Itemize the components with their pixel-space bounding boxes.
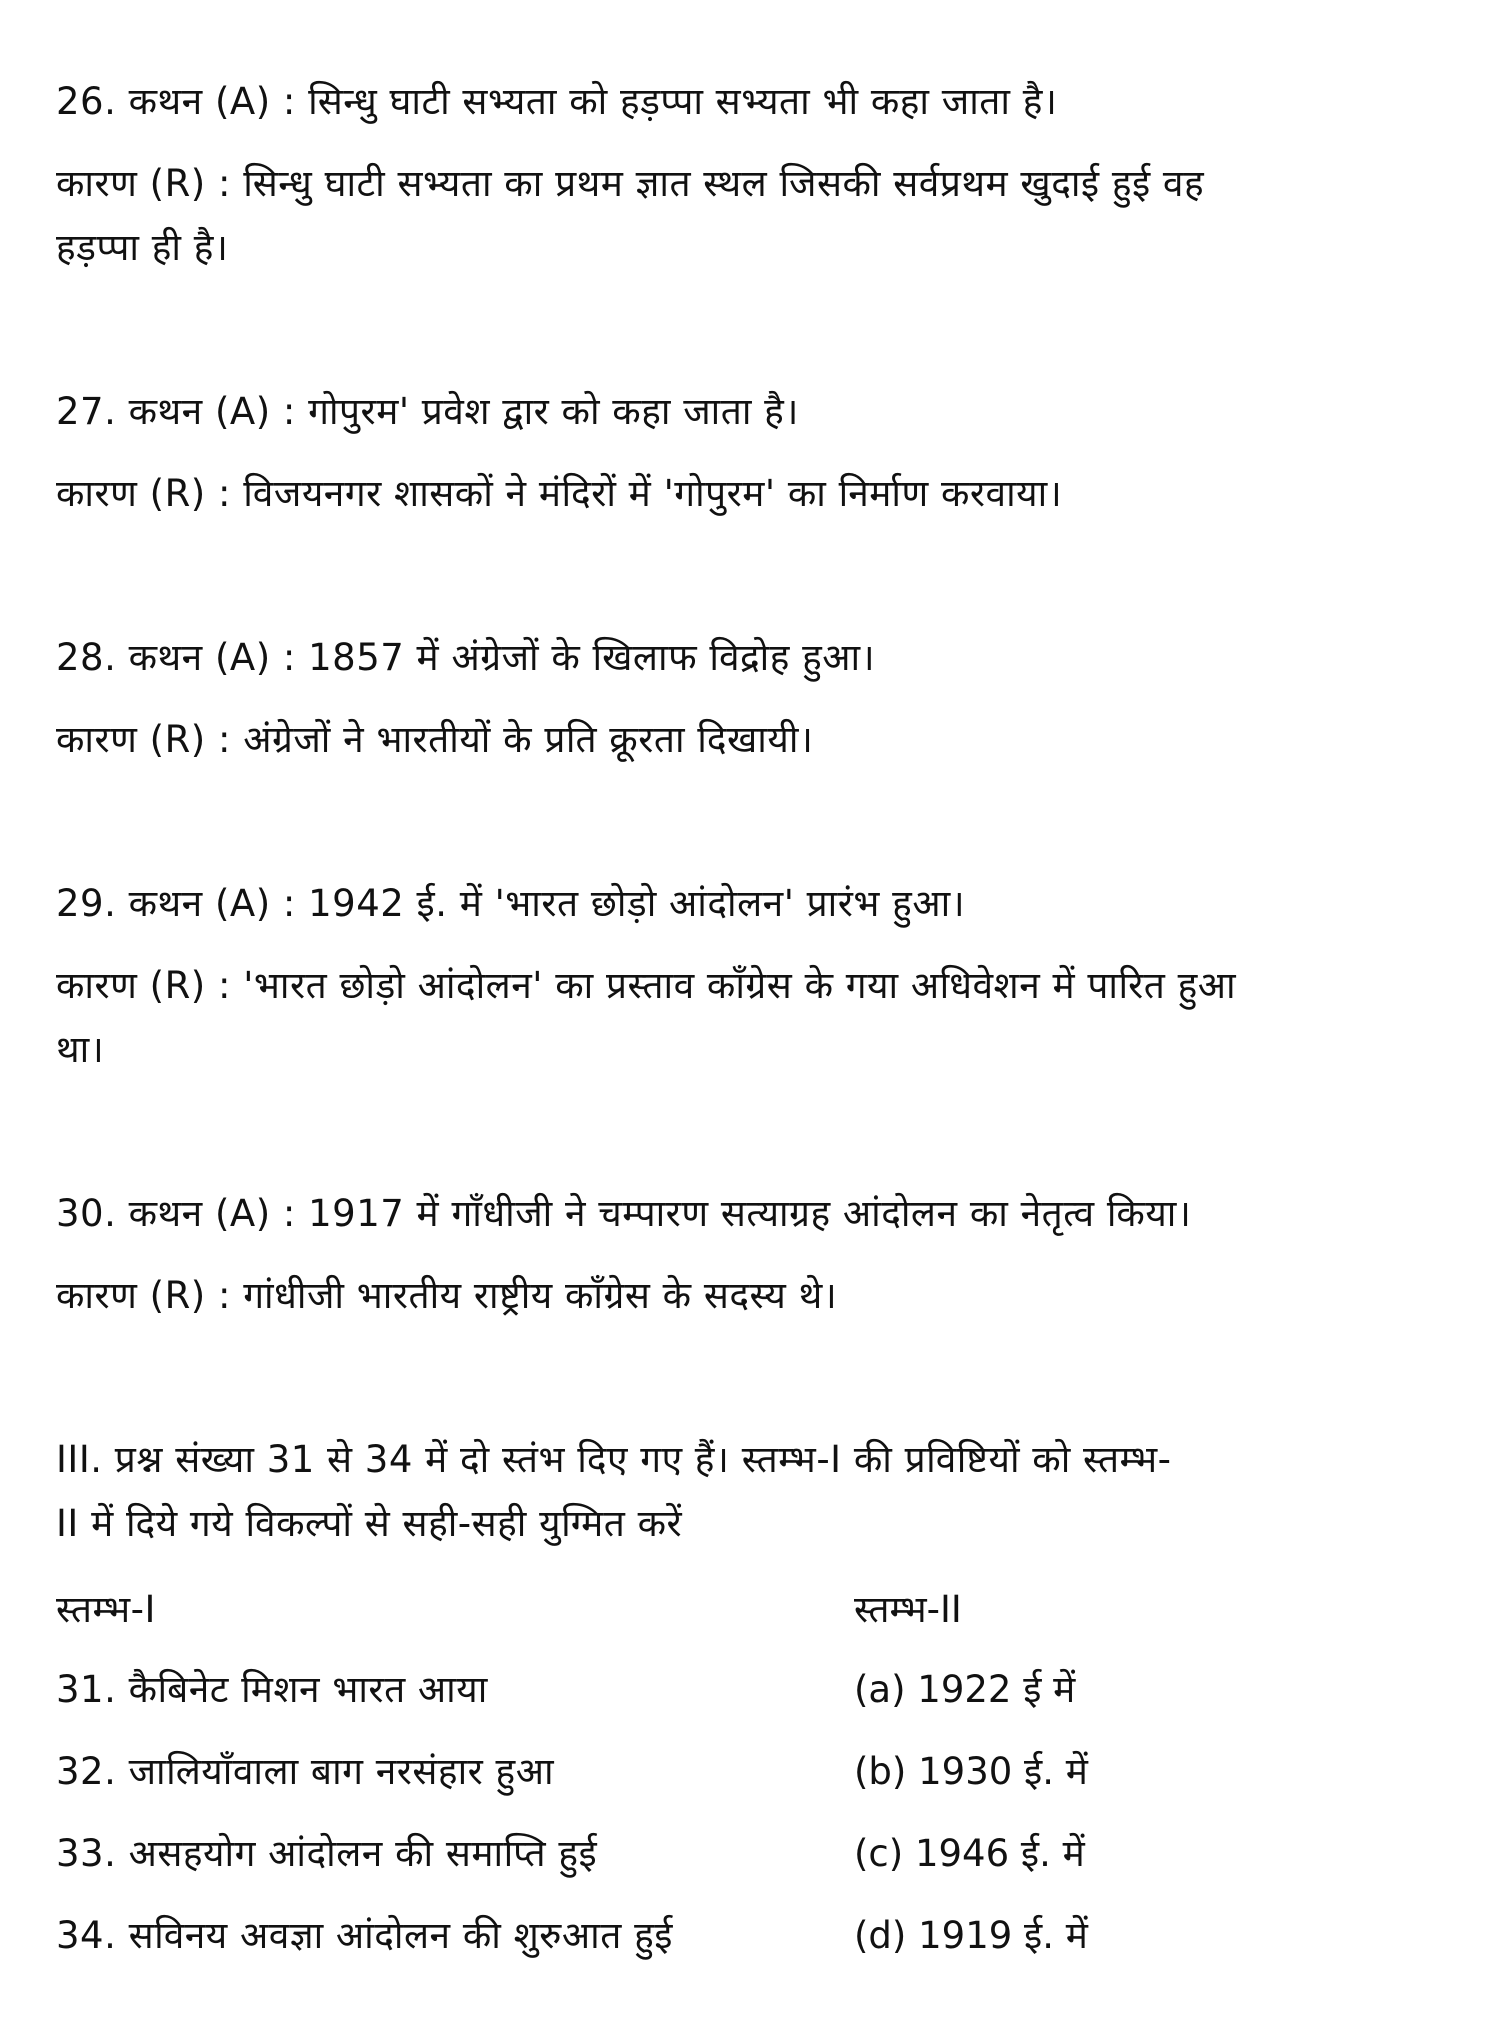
match-row-b-right: (b) 1930 ई. में [854, 1750, 1088, 1793]
column-2-header: स्तम्भ-II [854, 1588, 962, 1631]
assertion-text: 27. कथन (A) : गोपुरम' प्रवेश द्वार को कहा जाता है। [56, 390, 799, 433]
assertion-text: 26. कथन (A) : सिन्धु घाटी सभ्यता को हड़प्पा सभ्यता भी कहा जाता है। [56, 80, 1058, 123]
assertion-text: 30. कथन (A) : 1917 में गाँधीजी ने चम्पारण सत्याग्रह आंदोलन का नेतृत्व किया। [56, 1192, 1192, 1235]
match-row-a-right: (a) 1922 ई में [854, 1668, 1076, 1711]
reason-text-continued: हड़प्पा ही है। [56, 226, 229, 269]
assertion-text: 29. कथन (A) : 1942 ई. में 'भारत छोड़ो आंदोलन' प्रारंभ हुआ। [56, 882, 966, 925]
instruction-text-continued: II में दिये गये विकल्पों से सही-सही युग्मित करें [56, 1502, 683, 1545]
match-row-34-left: 34. सविनय अवज्ञा आंदोलन की शुरुआत हुई [56, 1914, 673, 1957]
match-row-33-left: 33. असहयोग आंदोलन की समाप्ति हुई [56, 1832, 598, 1875]
match-row-32-left: 32. जालियाँवाला बाग नरसंहार हुआ [56, 1750, 555, 1793]
column-1-header: स्तम्भ-I [56, 1588, 156, 1631]
reason-text: कारण (R) : गांधीजी भारतीय राष्ट्रीय कॉंग्रेस के सदस्य थे। [56, 1274, 838, 1317]
reason-text: कारण (R) : विजयनगर शासकों ने मंदिरों में 'गोपुरम' का निर्माण करवाया। [56, 472, 1063, 515]
match-row-31-left: 31. कैबिनेट मिशन भारत आया [56, 1668, 488, 1711]
assertion-text: 28. कथन (A) : 1857 में अंग्रेजों के खिलाफ विद्रोह हुआ। [56, 636, 876, 679]
reason-text: कारण (R) : अंग्रेजों ने भारतीयों के प्रति क्रूरता दिखायी। [56, 718, 814, 761]
match-row-c-right: (c) 1946 ई. में [854, 1832, 1085, 1875]
match-row-d-right: (d) 1919 ई. में [854, 1914, 1088, 1957]
instruction-text: III. प्रश्न संख्या 31 से 34 में दो स्तंभ दिए गए हैं। स्तम्भ-I की प्रविष्टियों को स्तम्भ- [56, 1438, 1172, 1481]
reason-text-continued: था। [56, 1028, 105, 1071]
reason-text: कारण (R) : सिन्धु घाटी सभ्यता का प्रथम ज्ञात स्थल जिसकी सर्वप्रथम खुदाई हुई वह [56, 162, 1205, 205]
reason-text: कारण (R) : 'भारत छोड़ो आंदोलन' का प्रस्ताव कॉंग्रेस के गया अधिवेशन में पारित हुआ [56, 964, 1237, 1007]
